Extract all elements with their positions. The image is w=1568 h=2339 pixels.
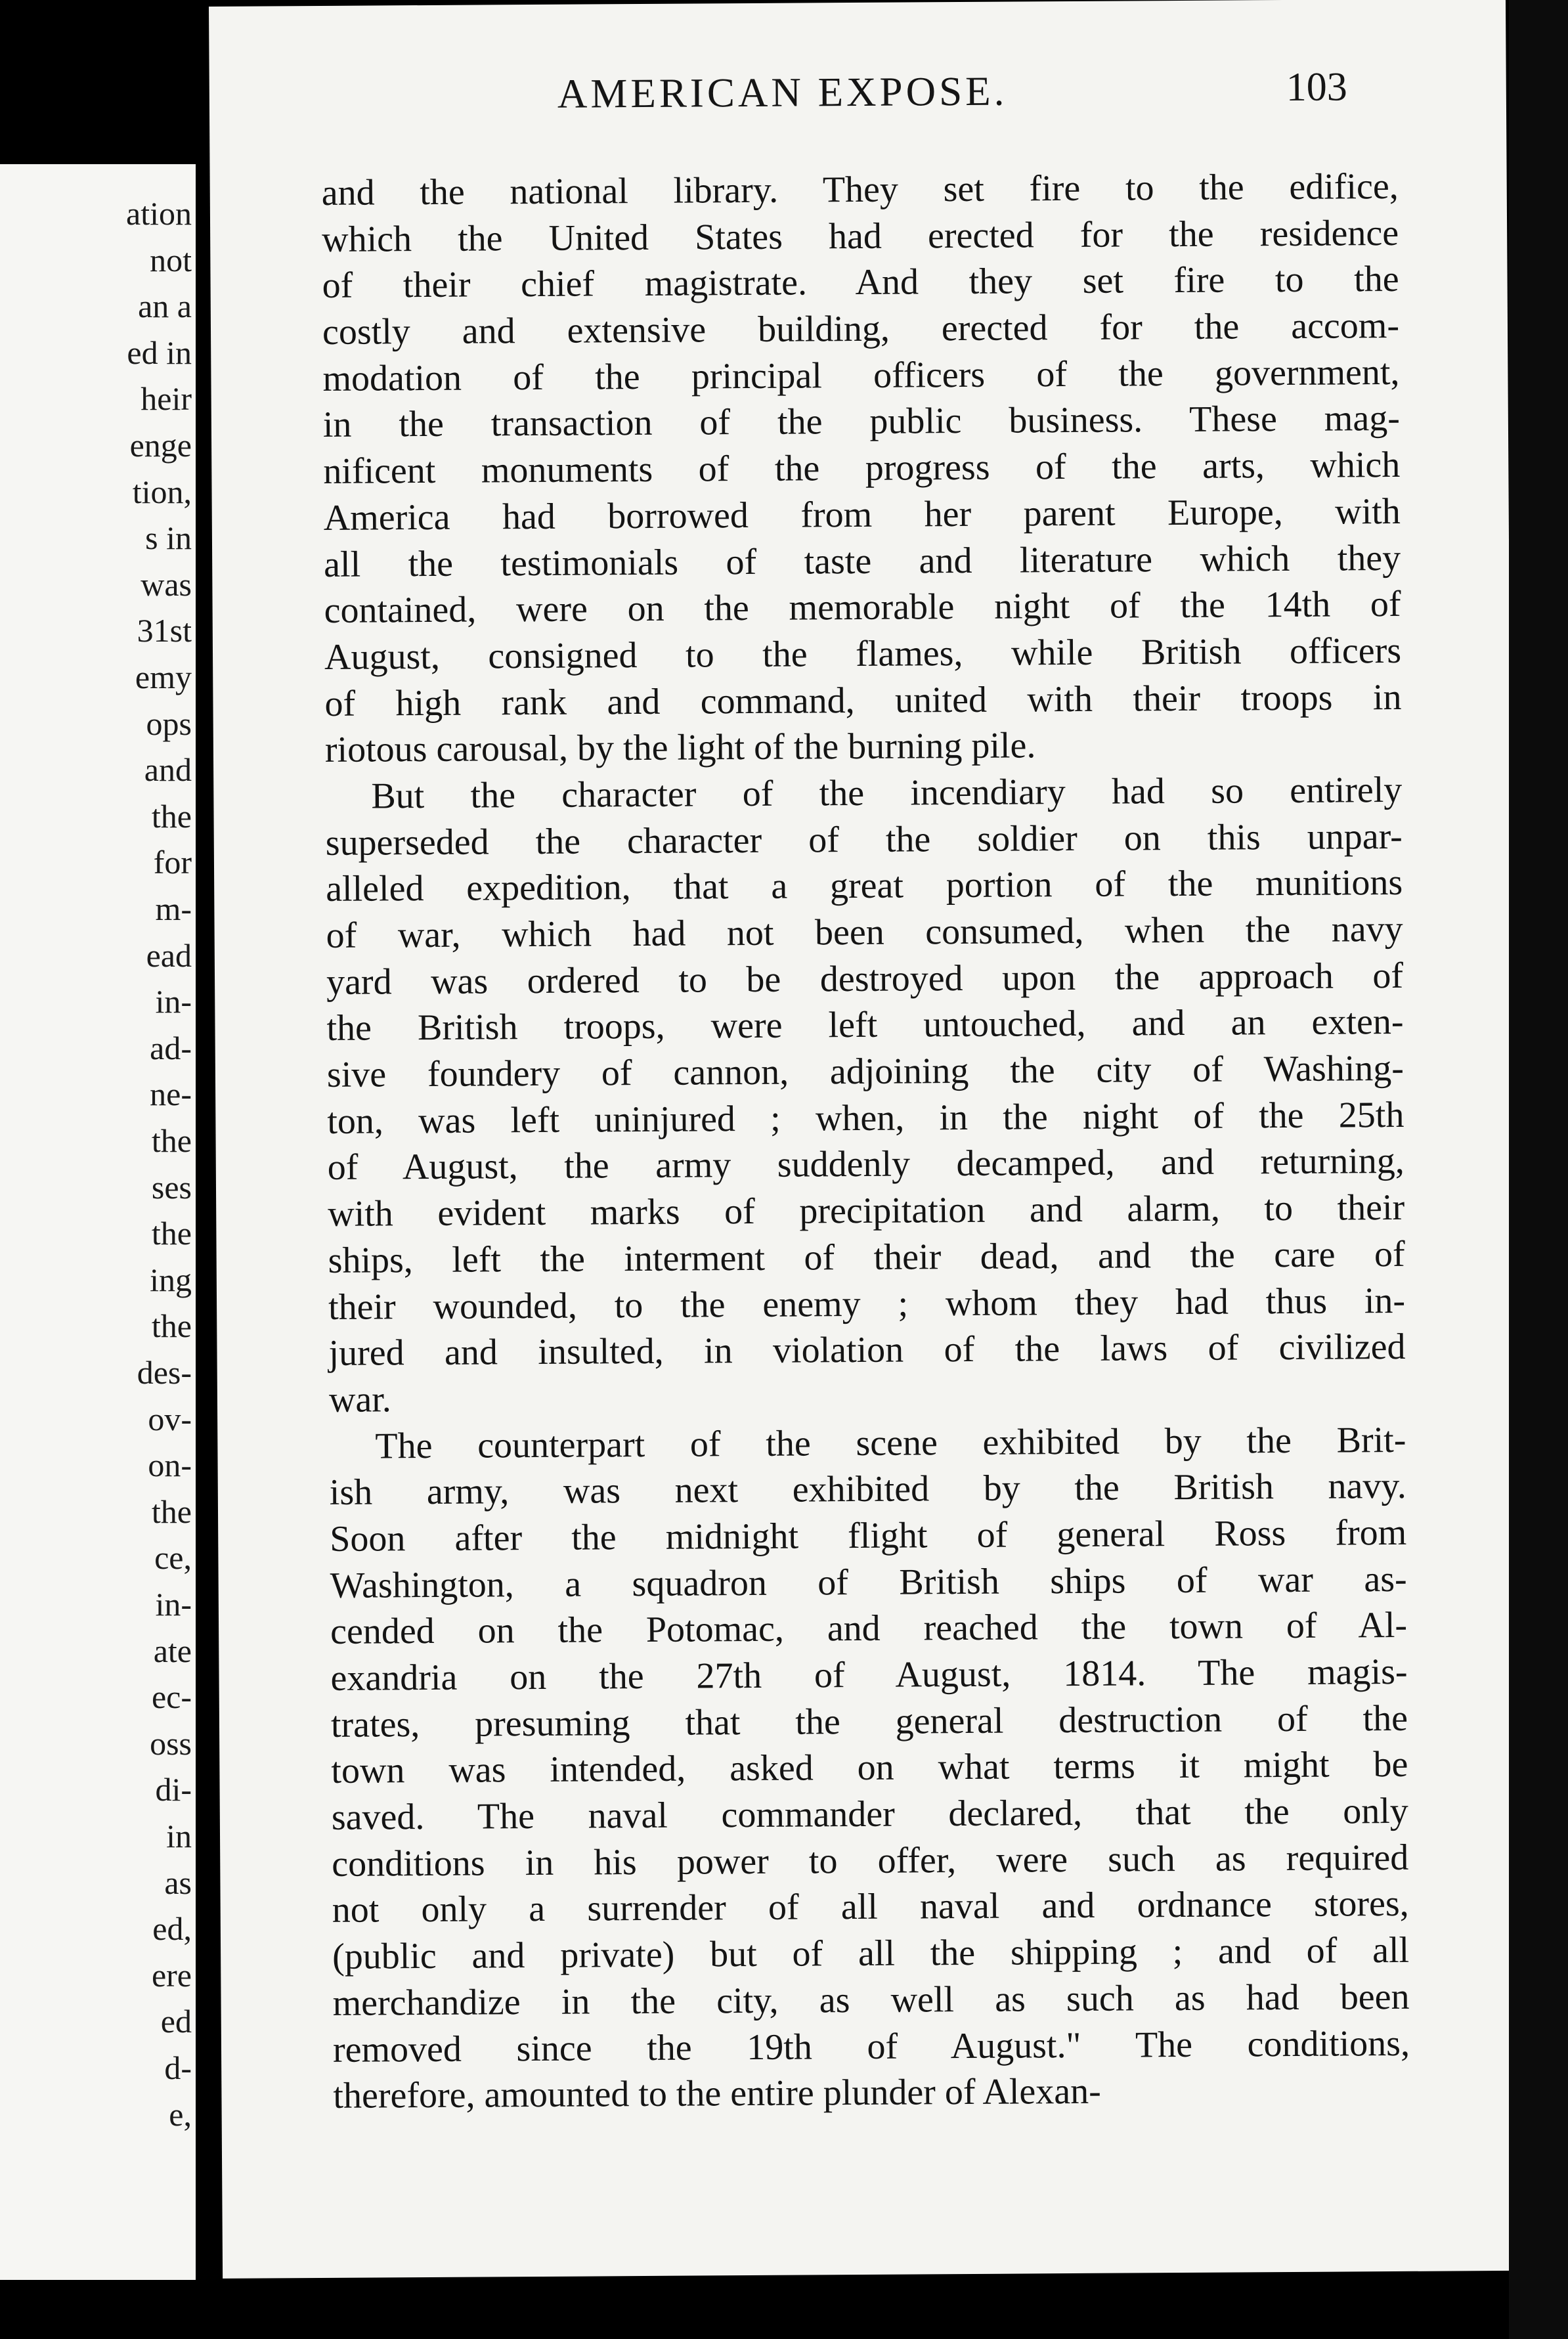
text-line: nificent monuments of the progress of the arts, which	[323, 445, 1401, 492]
running-header	[209, 64, 1506, 125]
running-title: AMERICAN EXPOSE.	[557, 68, 1008, 117]
text-line: costly and extensive building, erected for the accom-	[322, 305, 1400, 353]
facing-page-fragment: ses	[151, 1168, 192, 1206]
text-line: But the character of the incendiary had so entirely	[371, 769, 1403, 817]
text-line: riotous carousal, by the light of the burning pile.	[324, 725, 1036, 771]
text-line: contained, were on the memorable night of the 14th of	[324, 584, 1401, 632]
text-line: trates, presuming that the general destruction of the	[330, 1697, 1408, 1745]
text-line: America had borrowed from her parent Europe, with	[323, 491, 1401, 538]
text-line: cended on the Potomac, and reached the town of Al-	[330, 1605, 1408, 1653]
facing-page-fragment: s in	[145, 519, 192, 557]
facing-page-fragment: ad-	[150, 1029, 192, 1066]
text-line: merchandize in the city, as well as such as had been	[332, 1976, 1410, 2024]
page-number: 103	[1286, 64, 1347, 110]
facing-page-fragment: ing	[150, 1261, 192, 1298]
facing-page-fragment: ne-	[150, 1076, 192, 1113]
text-line: town was intended, asked on what terms it might be	[331, 1744, 1408, 1792]
facing-page-fragment: the	[151, 1493, 192, 1530]
facing-page-fragment: enge	[129, 427, 192, 464]
facing-page-fragment: des-	[137, 1354, 192, 1391]
text-line: of August, the army suddenly decamped, and returning,	[327, 1141, 1405, 1189]
page-edge-shadow	[1509, 0, 1568, 2339]
text-line: and the national library. They set fire to the edifice,	[321, 165, 1399, 213]
text-line: removed since the 19th of August." The conditions,	[332, 2022, 1410, 2070]
text-line: jured and insulted, in violation of the laws of civilized	[328, 1326, 1406, 1374]
text-line: which the United States had erected for the residence	[321, 212, 1399, 260]
facing-page-fragment: d-	[164, 2049, 192, 2086]
text-line: (public and private) but of all the shipping ; and of all	[332, 1930, 1410, 1978]
facing-page-fragment: on-	[148, 1447, 192, 1484]
text-line: therefore, amounted to the entire plunder of Alexan-	[333, 2070, 1101, 2117]
text-line: their wounded, to the enemy ; whom they had thus in-	[328, 1280, 1406, 1328]
text-line: war.	[328, 1379, 392, 1420]
facing-page-fragment: ate	[153, 1632, 192, 1669]
facing-page-fragment: for	[153, 844, 192, 881]
text-line: conditions in his power to offer, were such as required	[332, 1837, 1409, 1885]
text-line: of war, which had not been consumed, when the navy	[326, 908, 1403, 956]
facing-page-fragment: ce,	[154, 1539, 192, 1577]
text-line: saved. The naval commander declared, that the only	[331, 1790, 1409, 1838]
text-line: the British troops, were left untouched, and an exten-	[326, 1001, 1404, 1049]
facing-page-fragment: oss	[150, 1724, 192, 1762]
text-line: all the testimonials of taste and literature which they	[324, 537, 1401, 585]
text-line: ton, was left uninjured ; when, in the night of the 25th	[327, 1094, 1405, 1142]
facing-page-fragment: emy	[135, 659, 192, 695]
text-line: superseded the character of the soldier on this unpar-	[325, 816, 1403, 863]
facing-page-fragment: di-	[155, 1771, 192, 1808]
facing-page-fragment: ec-	[151, 1678, 192, 1716]
text-line: exandria on the 27th of August, 1814. The magis-	[330, 1651, 1408, 1699]
facing-page-fragment: the	[151, 1307, 192, 1345]
text-line: ish army, was next exhibited by the British navy.	[329, 1466, 1406, 1514]
text-line: of their chief magistrate. And they set fire to the	[322, 259, 1399, 307]
text-line: modation of the principal officers of the government,	[322, 351, 1400, 399]
facing-page	[0, 164, 196, 2280]
facing-page-fragment: in-	[155, 1586, 192, 1623]
facing-page-fragment: e,	[169, 2095, 192, 2133]
text-line: sive foundery of cannon, adjoining the city of Washing-	[326, 1047, 1405, 1095]
body-text	[322, 164, 1410, 2120]
facing-page-fragment: was	[141, 565, 192, 603]
text-line: Washington, a squadron of British ships of war as-	[330, 1558, 1407, 1606]
facing-page-fragment: ead	[146, 936, 192, 974]
facing-page-fragment: in-	[155, 983, 192, 1020]
facing-page-fragment: ov-	[148, 1400, 192, 1437]
text-line: yard was ordered to be destroyed upon the approach of	[326, 955, 1404, 1003]
facing-page-fragment: heir	[141, 380, 192, 418]
text-line: The counterpart of the scene exhibited by the Brit-	[375, 1419, 1406, 1467]
facing-page-fragment: the	[151, 1122, 192, 1159]
text-line: with evident marks of precipitation and alarm, to their	[328, 1187, 1405, 1235]
book-page	[209, 0, 1519, 2279]
facing-page-fragment: 31st	[137, 612, 192, 649]
facing-page-fragment: ere	[151, 1956, 192, 1994]
text-line: of high rank and command, united with their troops in	[324, 676, 1402, 724]
facing-page-fragment: an a	[138, 288, 192, 325]
text-line: alleled expedition, that a great portion of the munitions	[326, 862, 1403, 910]
facing-page-fragment: tion,	[132, 473, 192, 510]
text-line: not only a surrender of all naval and ordnance stores,	[332, 1883, 1409, 1931]
text-line: in the transaction of the public business. These mag-	[322, 398, 1401, 446]
facing-page-fragment: and	[144, 751, 192, 789]
facing-page-fragment: m-	[155, 890, 192, 927]
facing-page-fragment: ed	[160, 2003, 192, 2040]
facing-page-fragment: the	[151, 1215, 192, 1252]
facing-page-fragment: as	[164, 1864, 192, 1901]
facing-page-fragment: ed in	[127, 334, 192, 371]
facing-page-fragment: ops	[146, 705, 192, 742]
text-line: August, consigned to the flames, while British officers	[324, 630, 1402, 678]
facing-page-fragment: ed,	[152, 1910, 192, 1948]
facing-page-fragment: not	[150, 241, 192, 278]
facing-page-fragment: in	[166, 1818, 192, 1854]
facing-page-fragment: the	[151, 797, 192, 835]
text-line: ships, left the interment of their dead, and the care of	[328, 1233, 1405, 1281]
text-line: Soon after the midnight flight of general Ross from	[330, 1512, 1407, 1560]
facing-page-fragment: ation	[126, 195, 192, 232]
